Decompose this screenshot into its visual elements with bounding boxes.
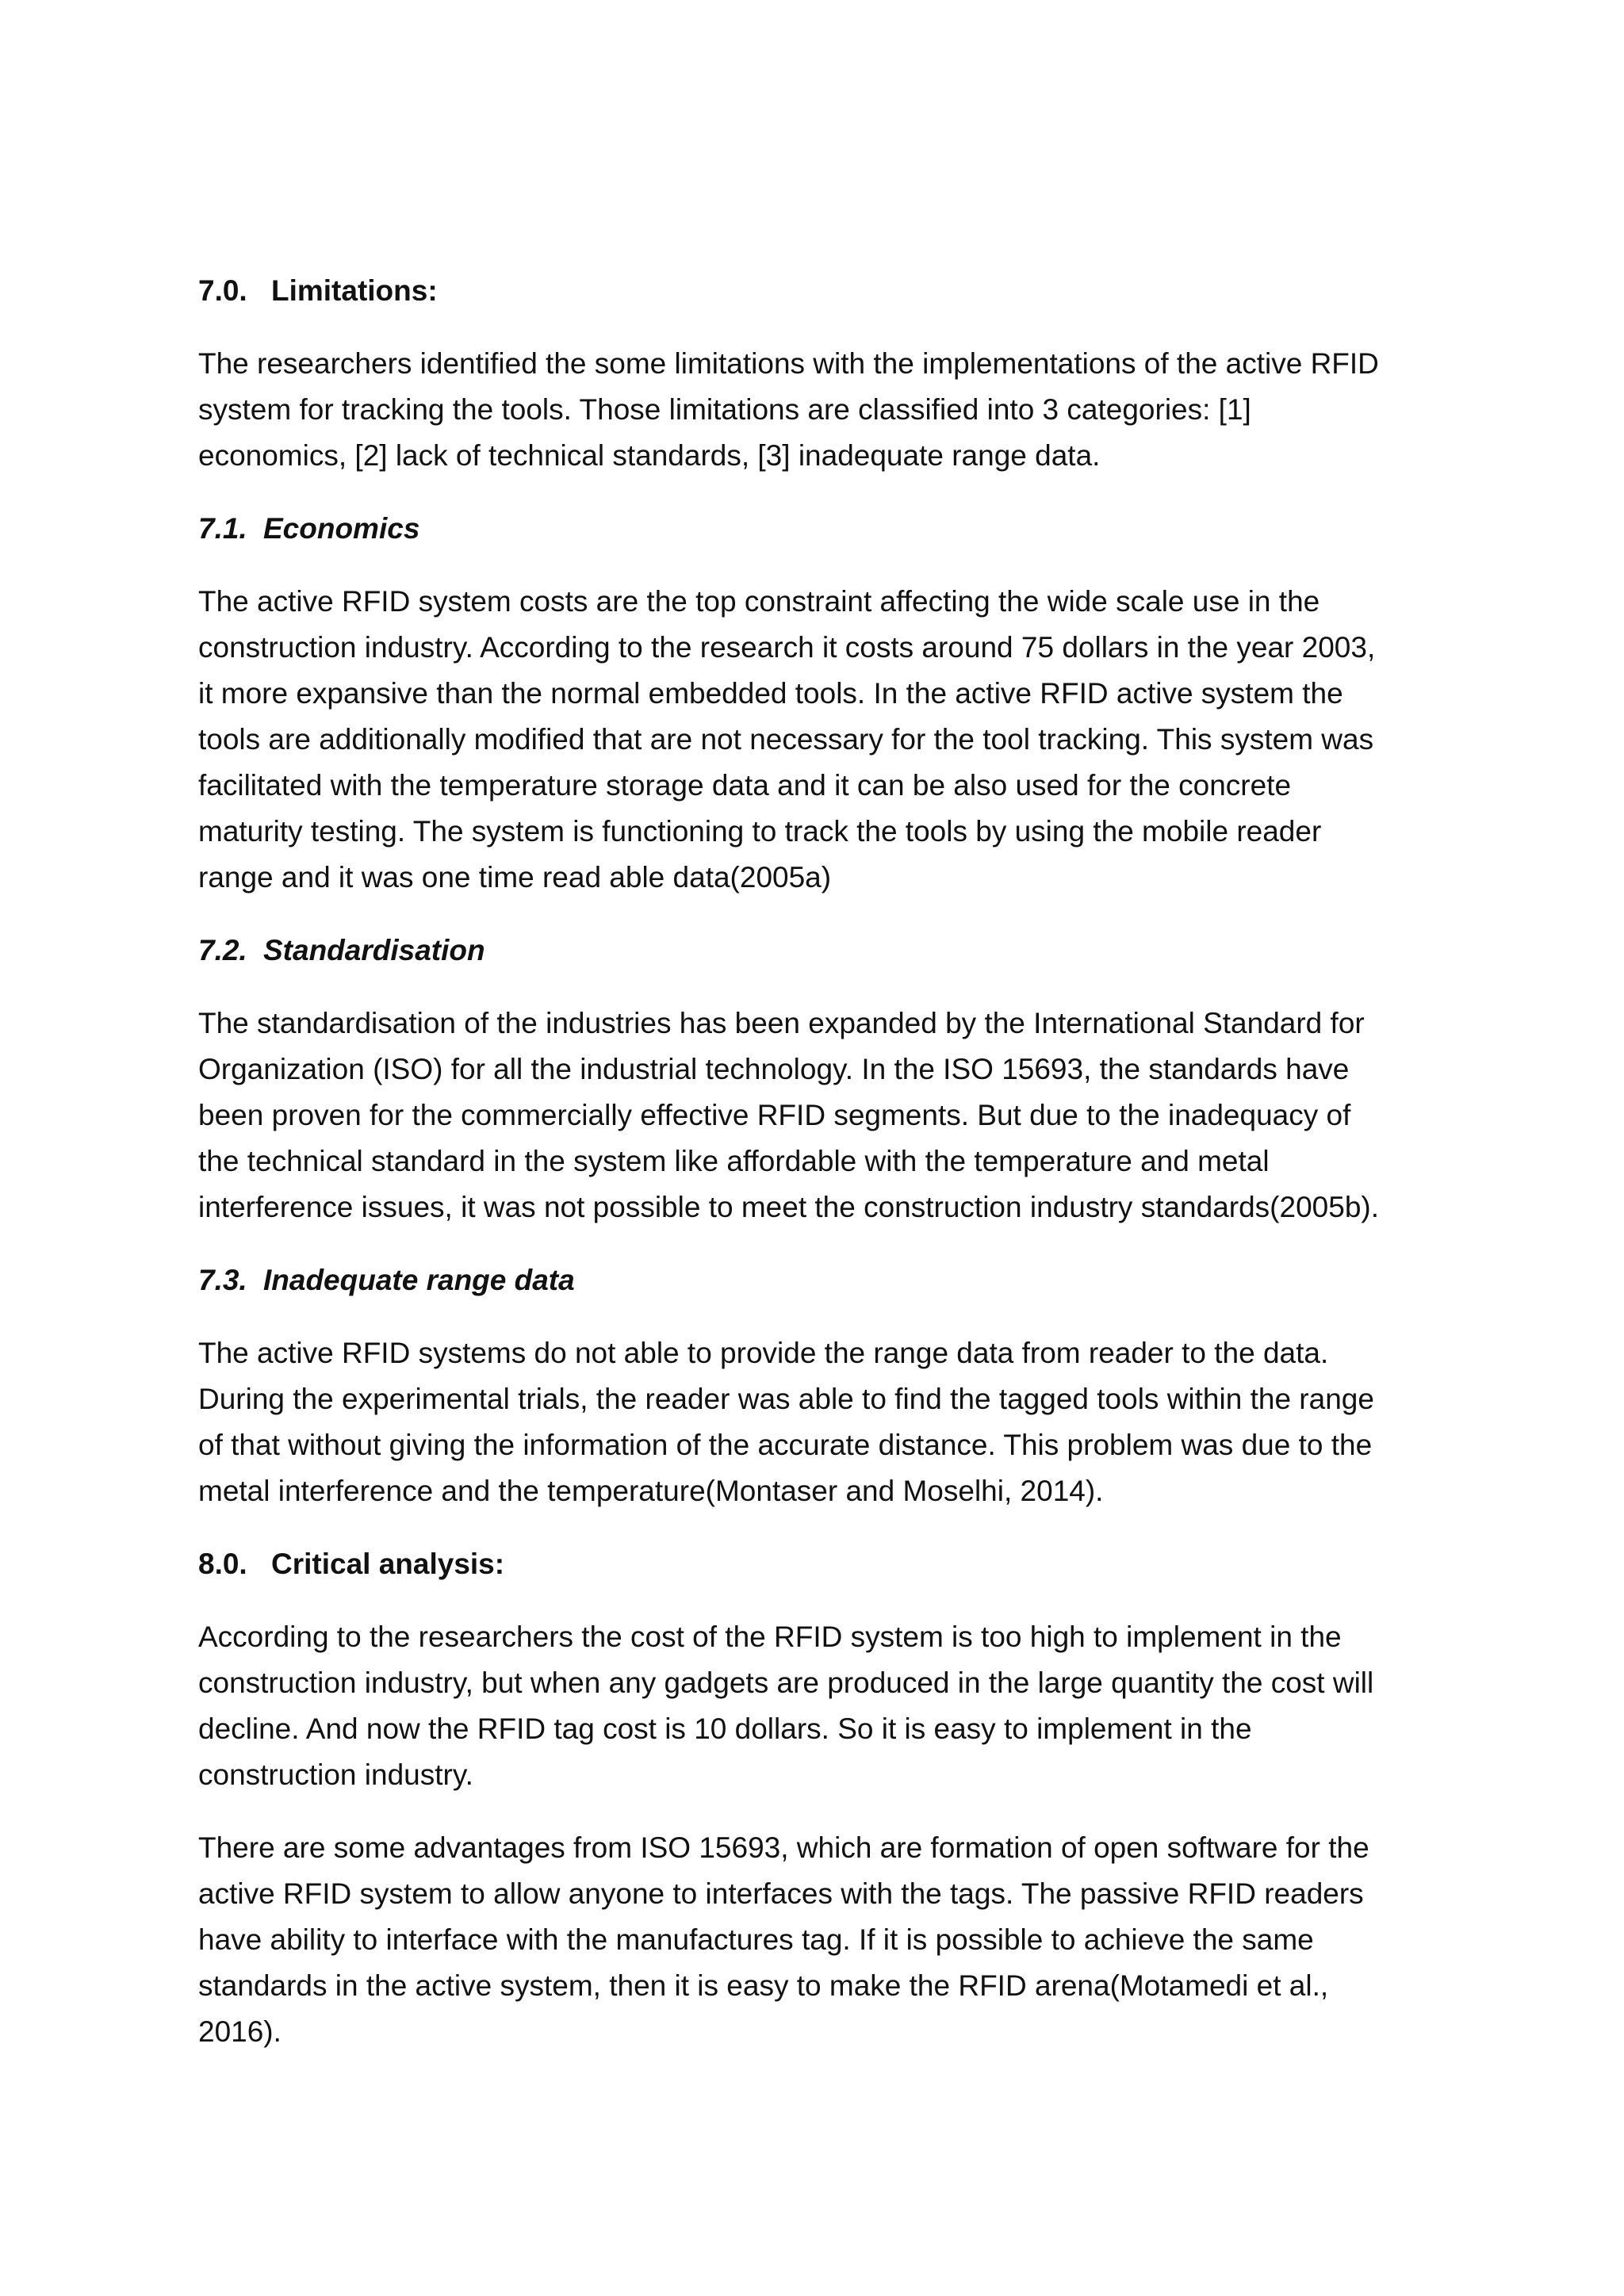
section-heading-inadequate-range-data [198, 1257, 1435, 1303]
section-heading-economics [198, 506, 1435, 552]
section-title: Standardisation [263, 934, 485, 966]
paragraph-line: The researchers identified the some limitations with the implementations of the active RFID [198, 347, 1379, 380]
paragraph-line: system for tracking the tools. Those limitations are classified into 3 categories: [1] [198, 393, 1251, 426]
paragraph-line: 2016). [198, 2015, 282, 2048]
section-title: Limitations: [271, 274, 438, 307]
paragraph-limitations-intro [198, 341, 1435, 479]
paragraph-line: the technical standard in the system like affordable with the temperature and metal [198, 1145, 1270, 1177]
paragraph-line: tools are additionally modified that are not necessary for the tool tracking. This system was [198, 723, 1374, 756]
paragraph-critical-analysis-advantages [198, 1825, 1435, 2055]
section-number: 7.3. [198, 1264, 247, 1296]
paragraph-line: construction industry. According to the research it costs around 75 dollars in the year 2003, [198, 631, 1376, 664]
section-title: Inadequate range data [263, 1264, 575, 1296]
paragraph-critical-analysis-cost [198, 1614, 1435, 1798]
paragraph-line: economics, [2] lack of technical standards, [3] inadequate range data. [198, 439, 1101, 472]
paragraph-economics [198, 579, 1435, 901]
paragraph-line: facilitated with the temperature storage data and it can be also used for the concrete [198, 769, 1292, 802]
section-number: 7.1. [198, 512, 247, 545]
paragraph-line: construction industry. [198, 1758, 473, 1791]
section-number: 7.0. [198, 274, 247, 307]
paragraph-line: maturity testing. The system is functioning to track the tools by using the mobile reader [198, 815, 1322, 848]
paragraph-line: range and it was one time read able data(2005a) [198, 861, 832, 894]
paragraph-line: Organization (ISO) for all the industrial technology. In the ISO 15693, the standards have [198, 1053, 1350, 1085]
paragraph-line: standards in the active system, then it is easy to make the RFID arena(Motamedi et al., [198, 1969, 1329, 2002]
paragraph-line: been proven for the commercially effective RFID segments. But due to the inadequacy of [198, 1099, 1351, 1131]
paragraph-line: During the experimental trials, the reader was able to find the tagged tools within the range [198, 1383, 1374, 1415]
paragraph-line: decline. And now the RFID tag cost is 10 dollars. So it is easy to implement in the [198, 1712, 1252, 1745]
paragraph-line: it more expansive than the normal embedded tools. In the active RFID active system the [198, 677, 1343, 710]
paragraph-line: of that without giving the information of the accurate distance. This problem was due to the [198, 1429, 1373, 1461]
section-number: 7.2. [198, 934, 247, 966]
paragraph-line: have ability to interface with the manufactures tag. If it is possible to achieve the same [198, 1923, 1314, 1956]
paragraph-line: construction industry, but when any gadgets are produced in the large quantity the cost will [198, 1667, 1374, 1699]
paragraph-standardisation [198, 1001, 1435, 1230]
paragraph-line: metal interference and the temperature(Montaser and Moselhi, 2014). [198, 1475, 1104, 1507]
paragraph-line: interference issues, it was not possible to meet the construction industry standards(2005b). [198, 1191, 1379, 1223]
document-page [198, 268, 1435, 2082]
paragraph-line: active RFID system to allow anyone to interfaces with the tags. The passive RFID readers [198, 1877, 1364, 1910]
section-heading-critical-analysis [198, 1541, 1435, 1587]
paragraph-line: The active RFID system costs are the top constraint affecting the wide scale use in the [198, 585, 1320, 618]
paragraph-inadequate-range-data [198, 1330, 1435, 1514]
paragraph-line: There are some advantages from ISO 15693, which are formation of open software for the [198, 1831, 1369, 1864]
paragraph-line: According to the researchers the cost of the RFID system is too high to implement in the [198, 1621, 1342, 1653]
section-heading-standardisation [198, 928, 1435, 974]
section-number: 8.0. [198, 1548, 247, 1580]
paragraph-line: The standardisation of the industries has been expanded by the International Standard for [198, 1007, 1365, 1039]
section-title: Critical analysis: [271, 1548, 505, 1580]
section-title: Economics [263, 512, 420, 545]
section-heading-limitations [198, 268, 1435, 314]
paragraph-line: The active RFID systems do not able to provide the range data from reader to the data. [198, 1337, 1329, 1369]
